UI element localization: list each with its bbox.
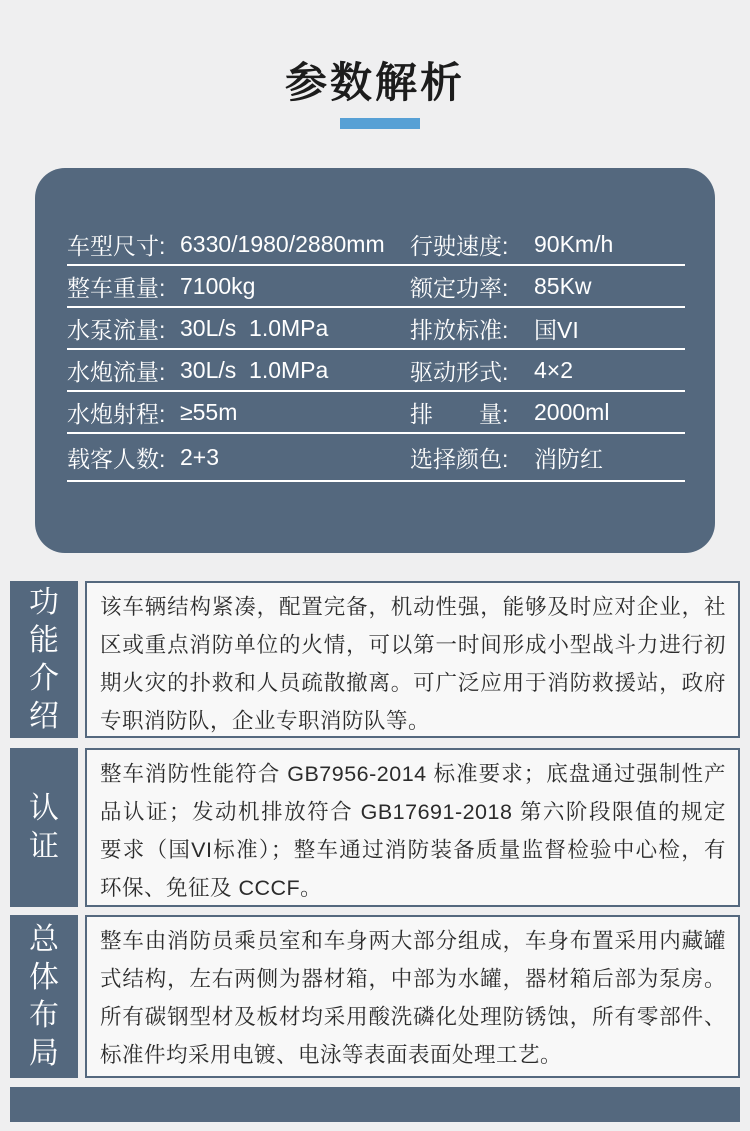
spec-value: 2+3 — [180, 443, 220, 470]
spec-row — [67, 308, 685, 350]
section-content: 整车由消防员乘员室和车身两大部分组成，车身布置采用内藏罐式结构，左右两侧为器材箱，中部为水罐，器材箱后部为泵房。所有碳钢型材及板材均采用酸洗磷化处理防锈蚀，所有零部件、标准件均采用电镀、电泳等表面表面处理工艺。 — [85, 915, 740, 1078]
spec-label: 车型尺寸: — [67, 232, 166, 259]
spec-table-panel — [35, 168, 715, 553]
spec-value: 30L/s 1.0MPa — [180, 314, 329, 341]
section-function-intro — [10, 581, 740, 738]
spec-value: 30L/s 1.0MPa — [180, 356, 329, 383]
spec-value: ≥55m — [180, 398, 238, 425]
spec-label: 水炮射程: — [67, 400, 166, 427]
spec-value: 4×2 — [534, 356, 574, 383]
spec-row — [67, 224, 685, 266]
title-accent-bar — [340, 118, 420, 129]
spec-label: 载客人数: — [67, 445, 166, 472]
spec-label: 行驶速度: — [410, 232, 509, 259]
spec-row — [67, 434, 685, 482]
spec-row — [67, 266, 685, 308]
section-label-box — [10, 915, 78, 1078]
spec-value: 85Kw — [534, 272, 592, 299]
spec-label: 整车重量: — [67, 274, 166, 301]
spec-label: 额定功率: — [410, 274, 509, 301]
spec-label: 驱动形式: — [410, 358, 509, 385]
section-certification — [10, 748, 740, 907]
section-overall-layout — [10, 915, 740, 1078]
spec-value: 6330/1980/2880mm — [180, 230, 385, 257]
spec-value: 90Km/h — [534, 230, 614, 257]
page-title: 参数解析 — [284, 59, 465, 106]
spec-value: 消防红 — [534, 445, 603, 472]
section-label-box — [10, 748, 78, 907]
section-content: 整车消防性能符合 GB7956-2014 标准要求；底盘通过强制性产品认证；发动机排放符合 GB17691-2018 第六阶段限值的规定要求（国VI标准）；整车通过消防装备质量监督检验中心检，有环保、免征及 CCCF。 — [85, 748, 740, 907]
section-content: 该车辆结构紧凑，配置完备，机动性强，能够及时应对企业，社区或重点消防单位的火情，可以第一时间形成小型战斗力进行初期火灾的扑救和人员疏散撤离。可广泛应用于消防救援站，政府专职消防队，企业专职消防队等。 — [85, 581, 740, 738]
spec-value: 2000ml — [534, 398, 610, 425]
section-label-box — [10, 581, 78, 738]
bottom-divider-bar — [10, 1087, 740, 1122]
section-label: 总体布局 — [29, 922, 59, 1070]
spec-row — [67, 350, 685, 392]
section-label: 功能介绍 — [29, 585, 59, 733]
spec-label: 排放标准: — [410, 316, 509, 343]
spec-label: 水泵流量: — [67, 316, 166, 343]
spec-value: 7100kg — [180, 272, 256, 299]
spec-label: 选择颜色: — [410, 445, 509, 472]
spec-value: 国VI — [534, 316, 579, 343]
spec-label: 水炮流量: — [67, 358, 166, 385]
spec-label: 排 量: — [410, 400, 509, 427]
section-label: 认证 — [29, 791, 59, 863]
spec-row — [67, 392, 685, 434]
